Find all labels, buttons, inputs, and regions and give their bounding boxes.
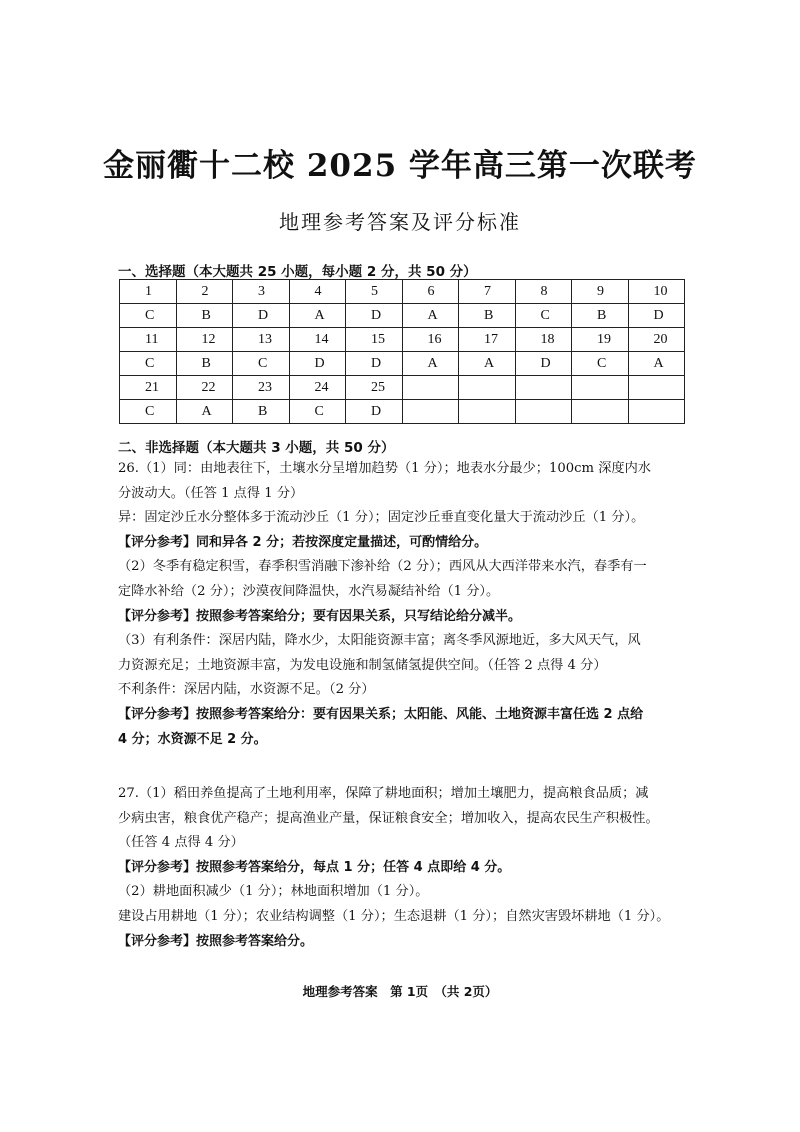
question-number-cell: 4 — [289, 280, 346, 304]
answer-cell — [459, 400, 516, 424]
answer-table-row — [120, 328, 685, 352]
answer-cell: D — [515, 352, 572, 376]
page-subtitle: 地理参考答案及评分标准 — [279, 210, 521, 234]
q27-line: （任答 4 点得 4 分） — [118, 835, 244, 851]
q26-scoring-note: 【评分参考】按照参考答案给分；要有因果关系，只写结论给分减半。 — [118, 608, 522, 624]
question-number-cell: 22 — [176, 376, 233, 400]
answer-cell: A — [176, 400, 233, 424]
question-number-cell: 6 — [402, 280, 459, 304]
answer-cell: B — [176, 304, 233, 328]
answer-cell — [572, 400, 629, 424]
question-number-cell: 5 — [346, 280, 403, 304]
question-number-cell: 13 — [233, 328, 290, 352]
answer-cell: B — [572, 304, 629, 328]
answer-table-row — [120, 304, 685, 328]
page-title: 金丽衢十二校 2025 学年高三第一次联考 — [103, 148, 697, 184]
question-number-cell: 15 — [346, 328, 403, 352]
q26-line: 分波动大。（任答 1 点得 1 分） — [118, 485, 304, 501]
question-number-cell: 10 — [628, 280, 685, 304]
section1-heading: 一、选择题（本大题共 25 小题，每小题 2 分，共 50 分） — [118, 264, 477, 280]
section2-heading: 二、非选择题（本大题共 3 小题，共 50 分） — [118, 440, 395, 456]
answer-cell: D — [346, 352, 403, 376]
answer-cell — [515, 400, 572, 424]
question-number-cell: 17 — [459, 328, 516, 352]
answer-cell: B — [233, 400, 290, 424]
q26-line: 26.（1）同：由地表往下，土壤水分呈增加趋势（1 分）；地表水分最少；100cm 深度内水 — [118, 461, 651, 476]
answer-cell: C — [289, 400, 346, 424]
q26-line: 异：固定沙丘水分整体多于流动沙丘（1 分）；固定沙丘垂直变化量大于流动沙丘（1 分）。 — [118, 510, 645, 526]
q27-line: 27.（1）稻田养鱼提高了土地利用率，保障了耕地面积；增加土壤肥力，提高粮食品质；减 — [118, 786, 649, 801]
q27-scoring-note: 【评分参考】按照参考答案给分。 — [118, 933, 314, 949]
answer-cell: A — [459, 352, 516, 376]
question-number-cell — [628, 376, 685, 400]
answer-cell — [628, 400, 685, 424]
answer-cell: C — [515, 304, 572, 328]
question-number-cell — [515, 376, 572, 400]
q27-line: 少病虫害，粮食优产稳产；提高渔业产量，保证粮食安全；增加收入，提高农民生产积极性。 — [118, 810, 659, 826]
answer-table-row — [120, 400, 685, 424]
question-number-cell: 2 — [176, 280, 233, 304]
q27-line: 建设占用耕地（1 分）；农业结构调整（1 分）；生态退耕（1 分）；自然灾害毁坏耕地（1 分）。 — [118, 908, 670, 924]
answer-cell: B — [176, 352, 233, 376]
answer-table-row — [120, 352, 685, 376]
answer-cell: B — [459, 304, 516, 328]
question-26 — [118, 457, 688, 752]
question-number-cell: 14 — [289, 328, 346, 352]
question-27 — [118, 782, 688, 954]
q26-line: 力资源充足；土地资源丰富，为发电设施和制氢储氢提供空间。（任答 2 点得 4 分） — [118, 657, 607, 673]
question-number-cell: 1 — [120, 280, 177, 304]
question-number-cell: 23 — [233, 376, 290, 400]
answer-cell: C — [120, 304, 177, 328]
q26-line: （2）冬季有稳定积雪，春季积雪消融下渗补给（2 分）；西风从大西洋带来水汽，春季有一 — [118, 559, 647, 575]
answer-cell: A — [289, 304, 346, 328]
answer-table — [119, 279, 685, 424]
q26-scoring-note: 【评分参考】同和异各 2 分；若按深度定量描述，可酌情给分。 — [118, 534, 488, 550]
page-footer: 地理参考答案 第 1页 （共 2页） — [302, 984, 498, 999]
answer-cell: A — [628, 352, 685, 376]
answer-cell — [402, 400, 459, 424]
question-number-cell: 7 — [459, 280, 516, 304]
answer-cell: D — [628, 304, 685, 328]
answer-cell: C — [120, 400, 177, 424]
q26-line: 不利条件：深居内陆，水资源不足。（2 分） — [118, 682, 375, 698]
question-number-cell: 3 — [233, 280, 290, 304]
question-number-cell — [459, 376, 516, 400]
question-number-cell: 24 — [289, 376, 346, 400]
answer-cell: C — [233, 352, 290, 376]
question-number-cell: 16 — [402, 328, 459, 352]
q26-line: 定降水补给（2 分）；沙漠夜间降温快，水汽易凝结补给（1 分）。 — [118, 583, 500, 599]
question-number-cell — [402, 376, 459, 400]
answer-cell: A — [402, 352, 459, 376]
question-number-cell: 25 — [346, 376, 403, 400]
question-number-cell: 21 — [120, 376, 177, 400]
question-number-cell — [572, 376, 629, 400]
answer-cell: D — [346, 400, 403, 424]
answer-table-row — [120, 280, 685, 304]
question-number-cell: 9 — [572, 280, 629, 304]
answer-cell: A — [402, 304, 459, 328]
q26-line: （3）有利条件：深居内陆，降水少，太阳能资源丰富；离冬季风源地近，多大风天气，风 — [118, 633, 641, 649]
answer-cell: D — [289, 352, 346, 376]
answer-cell: C — [572, 352, 629, 376]
question-number-cell: 18 — [515, 328, 572, 352]
answer-table-row — [120, 376, 685, 400]
q27-line: （2）耕地面积减少（1 分）；林地面积增加（1 分）。 — [118, 884, 429, 900]
question-number-cell: 19 — [572, 328, 629, 352]
answer-cell: D — [233, 304, 290, 328]
q26-scoring-note: 4 分；水资源不足 2 分。 — [118, 731, 267, 747]
answer-cell: D — [346, 304, 403, 328]
q26-scoring-note: 【评分参考】按照参考答案给分：要有因果关系；太阳能、风能、土地资源丰富任选 2 点给 — [118, 706, 644, 722]
answer-cell: C — [120, 352, 177, 376]
question-number-cell: 8 — [515, 280, 572, 304]
question-number-cell: 11 — [120, 328, 177, 352]
q27-scoring-note: 【评分参考】按照参考答案给分，每点 1 分；任答 4 点即给 4 分。 — [118, 859, 511, 875]
question-number-cell: 12 — [176, 328, 233, 352]
question-number-cell: 20 — [628, 328, 685, 352]
